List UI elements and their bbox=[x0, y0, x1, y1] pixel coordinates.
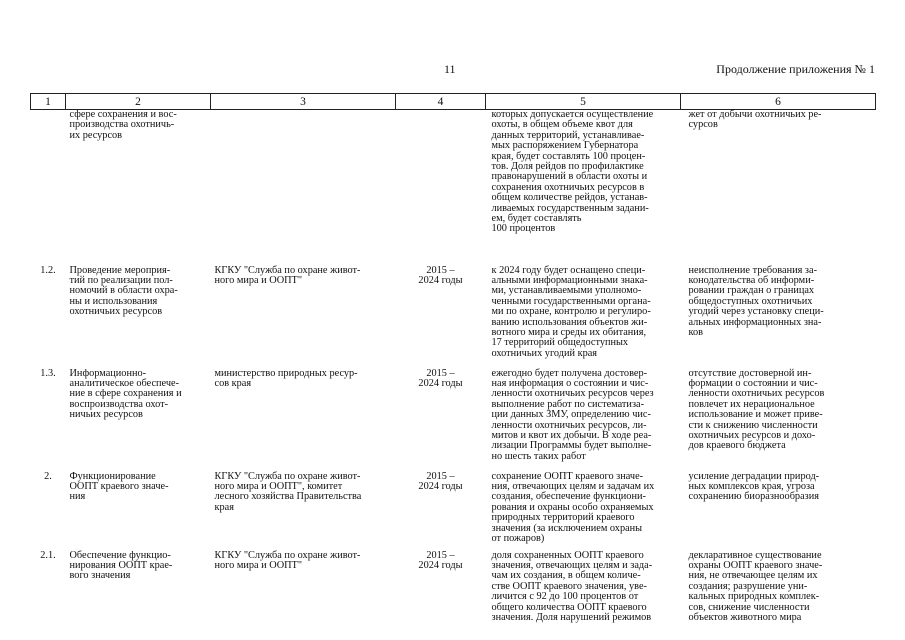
period: 2015 – 2024 годы bbox=[418, 264, 463, 286]
measure-name: сфере сохранения и вос- производства охотничь- их ресурсов bbox=[69, 109, 177, 141]
expected-result: ежегодно будет получена достовер- ная информация о состоянии и чис- ленности охотничьих ресурсов через выполнение работ по систематиза- ции данных ЗМУ, определению чис- ленности охотничьих ресурсов, ли- митов и квот их добычи. В ходе реа- лизации Программы будет выполне- но шесть таких работ bbox=[491, 367, 654, 462]
column-header-3: 3 bbox=[211, 94, 396, 110]
row-number: 2. bbox=[44, 470, 52, 482]
expected-result: к 2024 году будет оснащено специ- альными информационными знака- ми, устанавливаемыми уполномо- ченными государственными органа- ми по охране, контролю и регулиро- ванию использования объектов жи- вотного мира и среды их обитания, 17 территорий общедоступных охотничьих угодий края bbox=[491, 264, 651, 359]
column-header-2: 2 bbox=[66, 94, 211, 110]
table-row bbox=[31, 468, 876, 547]
table-row bbox=[31, 365, 876, 468]
consequences: отсутствие достоверной ин- формации о состоянии и чис- ленности охотничьих ресурсов повлечет их нерациональное использование и может приве- сти к снижению численности охотничьих ресурсов и дохо- дов краевого бюджета bbox=[688, 367, 825, 452]
measure-name: Информационно- аналитическое обеспече- ние в сфере сохранения и воспроизводства охот- ничьих ресурсов bbox=[69, 367, 182, 421]
measure-name: Проведение мероприя- тий по реализации пол- номочий в области охра- ны и использования охотничьих ресурсов bbox=[69, 264, 178, 318]
row-number: 2.1. bbox=[40, 549, 56, 561]
table-row bbox=[31, 110, 876, 262]
consequences: жет от добычи охотничьих ре- сурсов bbox=[688, 109, 822, 131]
executor: министерство природных ресур- сов края bbox=[214, 367, 358, 389]
period: 2015 – 2024 годы bbox=[418, 549, 463, 571]
column-header-1: 1 bbox=[31, 94, 66, 110]
consequences: усиление деградации природ- ных комплексов края, угроза сохранению биоразнообразия bbox=[688, 470, 820, 503]
executor: КГКУ "Служба по охране живот- ного мира и ООПТ" bbox=[214, 264, 361, 286]
period bbox=[396, 110, 486, 262]
expected-result: сохранение ООПТ краевого значе- ния, отвечающих целям и задачам их создания, обеспечение функциони- рования и охраны особо охраняемых природных территорий краевого значения (за исключением охраны от пожаров) bbox=[491, 470, 655, 544]
page-number: 11 bbox=[444, 62, 456, 76]
column-header-6: 6 bbox=[681, 94, 876, 110]
consequences: неисполнение требования за- конодательства об информи- ровании граждан о границах общедоступных охотничьих угодий через установку специ- альных информационных зна- ков bbox=[688, 264, 824, 338]
row-number: 1.3. bbox=[40, 367, 56, 379]
column-header-5: 5 bbox=[486, 94, 681, 110]
expected-result: которых допускается осуществление охоты, в общем объеме квот для данных территорий, устанавливае- мых распоряжением Губернатора края, будет составлять 100 процен- тов. Доля рейдов по профилактике правонарушений в области охоты и сохранения охотничьих ресурсов в общем количестве рейдов, устанав- ливаемых государственным задани- ем, будет составлять 100 процентов bbox=[491, 109, 654, 235]
table-row bbox=[31, 262, 876, 365]
row-number bbox=[31, 110, 66, 262]
appendix-continuation-note: Продолжение приложения № 1 bbox=[716, 62, 875, 76]
column-header-4: 4 bbox=[396, 94, 486, 110]
column-number-row bbox=[31, 94, 876, 110]
measure-name: Функционирование ООПТ краевого значе- ния bbox=[69, 470, 169, 503]
consequences: декларативное существование охраны ООПТ краевого значе- ния, не отвечающее целям их создания; разрушение уни- кальных природных комплек- сов, снижение численности объектов животного мира bbox=[688, 549, 823, 623]
executor: КГКУ "Служба по охране живот- ного мира и ООПТ" bbox=[214, 549, 361, 571]
table-row bbox=[31, 547, 876, 637]
row-number: 1.2. bbox=[40, 264, 56, 276]
executor bbox=[211, 110, 396, 262]
program-measures-table bbox=[30, 93, 875, 637]
period: 2015 – 2024 годы bbox=[418, 470, 463, 492]
expected-result: доля сохраненных ООПТ краевого значения, отвечающих целям и зада- чам их создания, в общем количе- стве ООПТ краевого значения, уве- личится с 92 до 100 процентов от общего количества ООПТ краевого значения. Доля нарушений режимов bbox=[491, 549, 653, 623]
period: 2015 – 2024 годы bbox=[418, 367, 463, 389]
measure-name: Обеспечение функцио- нирования ООПТ крае- вого значения bbox=[69, 549, 173, 582]
executor: КГКУ "Служба по охране живот- ного мира и ООПТ", комитет лесного хозяйства Правительства края bbox=[214, 470, 362, 513]
